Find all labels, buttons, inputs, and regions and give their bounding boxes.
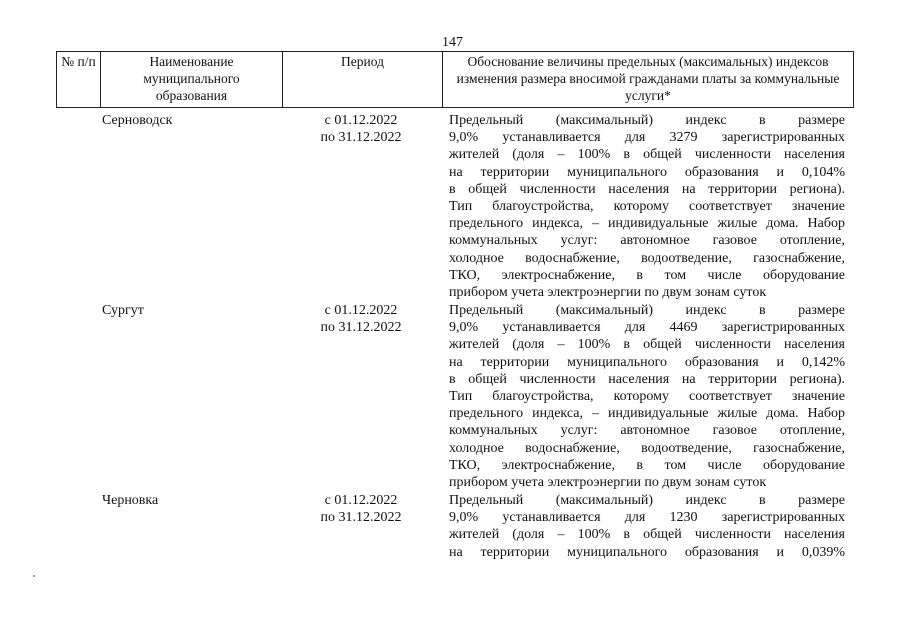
header-municipality: Наименование муниципального образования [101,52,283,108]
period-from: с 01.12.2022 [324,303,398,318]
text-line: Тип благоустройства, которому соответствует значение [449,388,845,404]
text-line: на территории муниципального образования и 0,039% [449,544,845,560]
period [282,302,440,336]
text-line: жителей (доля – 100% в общей численности населения [449,147,845,163]
justification-text [449,492,845,561]
text-line: коммунальных услуг: автономное газовое отопление, [449,233,845,249]
text-line: Предельный (максимальный) индекс в размере [449,303,845,318]
page-number: 147 [442,35,463,50]
municipality-name: Серноводск [102,113,173,128]
text-line: предельного индекса, – индивидуальные жилые дома. Набор [449,406,845,422]
text-line: Предельный (максимальный) индекс в размере [449,493,845,508]
text-line: 9,0% устанавливается для 3279 зарегистрированных [449,130,845,146]
text-line: в общей численности населения на территории региона). [449,371,845,387]
municipality-name: Черновка [102,493,159,508]
text-line: предельного индекса, – индивидуальные жилые дома. Набор [449,216,845,232]
text-line: холодное водоснабжение, водоотведение, газоснабжение, [449,440,845,456]
text-line: 9,0% устанавливается для 4469 зарегистрированных [449,320,845,336]
justification-text [449,112,845,301]
table-header [56,51,854,108]
text-line: ТКО, электроснабжение, в том числе оборудование [449,457,845,473]
period-to: по 31.12.2022 [320,130,402,145]
text-line: на территории муниципального образования и 0,104% [449,164,845,180]
header-period: Период [283,52,443,108]
text-line: холодное водоснабжение, водоотведение, газоснабжение, [449,250,845,266]
text-line: ТКО, электроснабжение, в том числе оборудование [449,267,845,283]
justification-text [449,302,845,491]
scan-speck [33,575,35,577]
period-to: по 31.12.2022 [320,510,402,525]
period-from: с 01.12.2022 [324,493,398,508]
text-line: прибором учета электроэнергии по двум зонам суток [449,284,767,300]
text-line: Предельный (максимальный) индекс в размере [449,113,845,128]
text-line: прибором учета электроэнергии по двум зонам суток [449,474,767,490]
text-line: Тип благоустройства, которому соответствует значение [449,198,845,214]
text-line: коммунальных услуг: автономное газовое отопление, [449,423,845,439]
text-line: жителей (доля – 100% в общей численности населения [449,527,845,543]
period [282,492,440,526]
period [282,112,440,146]
municipality-name: Сургут [102,303,144,318]
text-line: жителей (доля – 100% в общей численности населения [449,337,845,353]
text-line: в общей численности населения на территории региона). [449,181,845,197]
text-line: 9,0% устанавливается для 1230 зарегистрированных [449,510,845,526]
header-number: № п/п [57,52,101,108]
period-to: по 31.12.2022 [320,320,402,335]
period-from: с 01.12.2022 [324,113,398,128]
header-justification: Обоснование величины предельных (максимальных) индексов изменения размера вносимой гражданами платы за коммунальные услуги* [443,52,854,108]
text-line: на территории муниципального образования и 0,142% [449,354,845,370]
